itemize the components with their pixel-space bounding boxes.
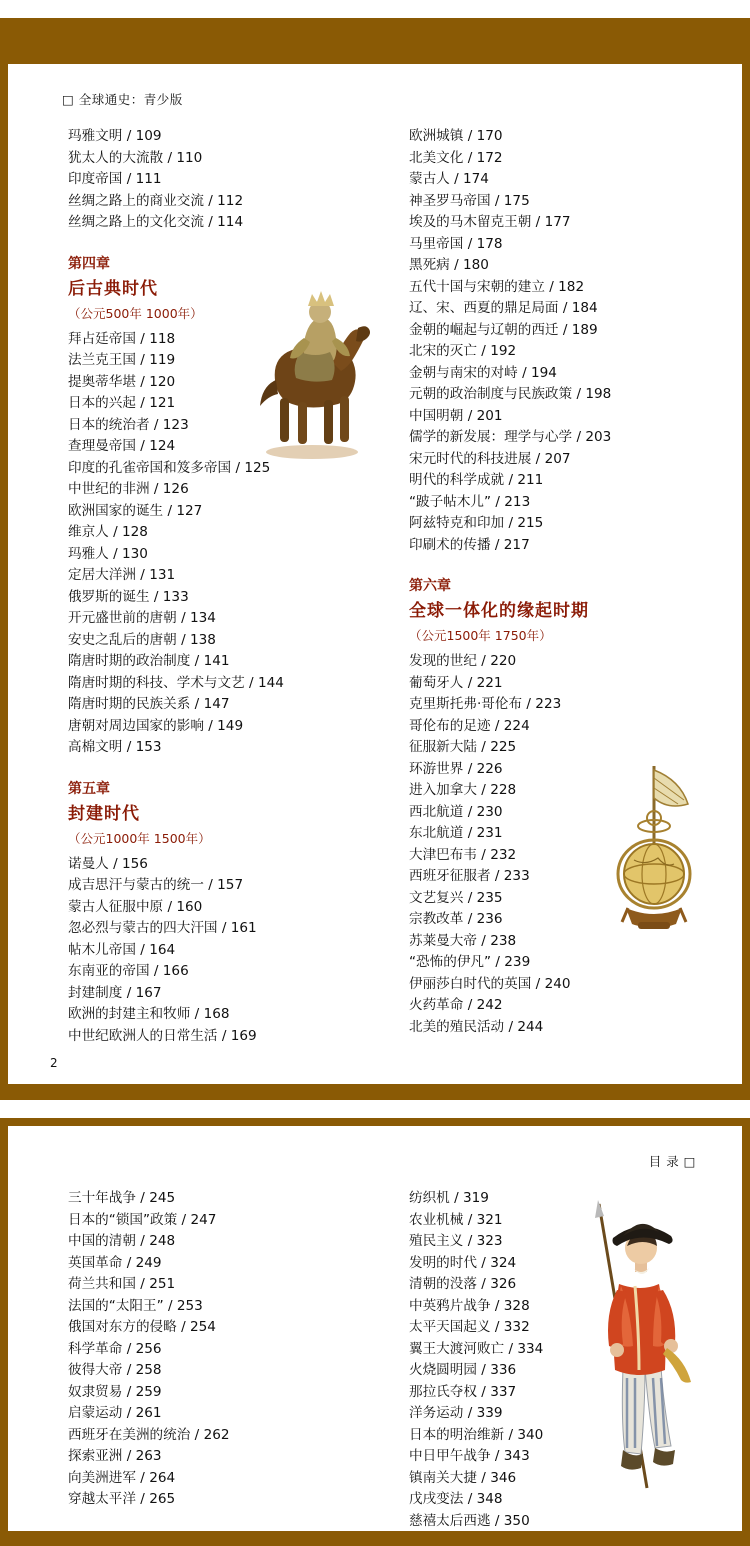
chapter-heading-4	[68, 252, 365, 325]
toc-entry[interactable]: 中国明朝 / 201	[409, 407, 503, 424]
toc-entry[interactable]: 征服新大陆 / 225	[409, 739, 517, 755]
toc-entry[interactable]: 蒙古人 / 174	[409, 171, 489, 187]
toc-entry[interactable]: 向美洲进军 / 264	[68, 1469, 176, 1486]
toc-entry[interactable]: 克里斯托弗·哥伦布 / 223	[409, 696, 562, 712]
toc-entry[interactable]: 唐朝对周边国家的影响 / 149	[68, 717, 244, 734]
toc-entry[interactable]: 葡萄牙人 / 221	[409, 674, 503, 691]
chapter-heading-5	[68, 777, 365, 850]
toc-entry[interactable]: 诺曼人 / 156	[68, 855, 148, 872]
toc-entry[interactable]: 那拉氏夺权 / 337	[409, 1383, 517, 1400]
toc-entry[interactable]: 探索亚洲 / 263	[68, 1448, 162, 1464]
toc-entry[interactable]: 哥伦布的足迹 / 224	[409, 717, 530, 734]
toc-entry[interactable]: 启蒙运动 / 261	[68, 1405, 162, 1421]
toc-entry[interactable]: 欧洲城镇 / 170	[409, 128, 503, 144]
toc-entry[interactable]: 发明的时代 / 324	[409, 1254, 517, 1271]
toc-entry[interactable]: 西北航道 / 230	[409, 803, 503, 820]
toc-entry[interactable]: 俄国对东方的侵略 / 254	[68, 1319, 216, 1335]
toc-entry[interactable]: 火药革命 / 242	[409, 997, 503, 1013]
toc-entry[interactable]: 殖民主义 / 323	[409, 1233, 503, 1249]
toc-entry[interactable]: 北美的殖民活动 / 244	[409, 1018, 544, 1035]
toc-entry[interactable]: 文艺复兴 / 235	[409, 889, 503, 906]
chapter-dates: （公元1000年 1500年）	[68, 830, 211, 846]
toc-entry[interactable]: 中英鸦片战争 / 328	[409, 1297, 530, 1314]
toc-entry[interactable]: 欧洲国家的诞生 / 127	[68, 502, 203, 519]
toc-entry[interactable]: 印度的孔雀帝国和笈多帝国 / 125	[68, 459, 271, 476]
toc-entry[interactable]: 镇南关大捷 / 346	[409, 1469, 517, 1486]
chapter-heading-6	[409, 574, 706, 647]
toc-entry[interactable]: 荷兰共和国 / 251	[68, 1276, 176, 1292]
toc-entry[interactable]: 丝绸之路上的商业交流 / 112	[68, 192, 244, 209]
toc-entry[interactable]: 宗教改革 / 236	[409, 911, 503, 927]
toc-entry[interactable]: 提奥蒂华堪 / 120	[68, 373, 176, 390]
toc-entry[interactable]: 维京人 / 128	[68, 524, 148, 540]
running-head-right: 目 录 □	[648, 1154, 696, 1169]
toc-entry[interactable]: 穿越太平洋 / 265	[68, 1491, 176, 1507]
toc-entry[interactable]: 戊戌变法 / 348	[409, 1491, 503, 1507]
chapter-title: 封建时代	[68, 803, 140, 824]
toc-entry[interactable]: 奴隶贸易 / 259	[68, 1383, 162, 1400]
toc-entry[interactable]: 火烧圆明园 / 336	[409, 1362, 517, 1378]
toc-entry[interactable]: 五代十国与宋朝的建立 / 182	[409, 278, 585, 295]
toc-entry[interactable]: 伊丽莎白时代的英国 / 240	[409, 975, 571, 992]
toc-entry[interactable]: 阿兹特克和印加 / 215	[409, 515, 544, 531]
toc-entry[interactable]: 拜占廷帝国 / 118	[68, 330, 176, 347]
chapter-number: 第六章	[409, 578, 451, 594]
chapter-title: 全球一体化的缘起时期	[409, 601, 589, 621]
toc-entry[interactable]: 定居大洋洲 / 131	[68, 567, 176, 583]
toc-entry[interactable]: 蒙古人征服中原 / 160	[68, 898, 203, 915]
toc-entry[interactable]: 开元盛世前的唐朝 / 134	[68, 610, 216, 626]
toc-entry[interactable]: 封建制度 / 167	[68, 984, 162, 1001]
toc-entry[interactable]: 彼得大帝 / 258	[68, 1362, 162, 1378]
toc-entry[interactable]: 安史之乱后的唐朝 / 138	[68, 631, 216, 648]
toc-entry[interactable]: 查理曼帝国 / 124	[68, 438, 176, 454]
toc-entry[interactable]: 神圣罗马帝国 / 175	[409, 192, 530, 209]
toc-entry[interactable]: 洋务运动 / 339	[409, 1405, 503, 1421]
chapter-title: 后古典时代	[68, 278, 158, 299]
toc-entry[interactable]: “跛子帖木儿” / 213	[409, 493, 531, 510]
toc-entry[interactable]: 玛雅人 / 130	[68, 545, 148, 562]
toc-entry[interactable]: 中日甲午战争 / 343	[409, 1448, 530, 1464]
chapter-dates: （公元1500年 1750年）	[409, 628, 552, 643]
toc-entry[interactable]: 翼王大渡河败亡 / 334	[409, 1340, 544, 1357]
toc-entry[interactable]: 北宋的灭亡 / 192	[409, 343, 517, 359]
toc-entry[interactable]: 大津巴布韦 / 232	[409, 846, 517, 863]
toc-entry[interactable]: 东北航道 / 231	[409, 825, 503, 841]
toc-entry[interactable]: 北美文化 / 172	[409, 149, 503, 166]
page-number: 2	[50, 1056, 58, 1070]
toc-entry[interactable]: 慈禧太后西逃 / 350	[409, 1512, 530, 1529]
toc-entry[interactable]: 辽、宋、西夏的鼎足局面 / 184	[409, 300, 598, 316]
toc-entry[interactable]: 帖木儿帝国 / 164	[68, 941, 176, 958]
toc-entry[interactable]: 日本的兴起 / 121	[68, 395, 176, 411]
toc-entry[interactable]: 法兰克王国 / 119	[68, 352, 176, 368]
toc-entry[interactable]: 埃及的马木留克王朝 / 177	[409, 214, 571, 230]
toc-entry[interactable]: 日本的“锁国”政策 / 247	[68, 1211, 217, 1228]
toc-entry[interactable]: 儒学的新发展：理学与心学 / 203	[409, 429, 612, 445]
toc-entry[interactable]: 印刷术的传播 / 217	[409, 536, 530, 553]
book-page-2	[0, 1100, 750, 1546]
two-column-layout-page2	[48, 1188, 706, 1532]
toc-entry[interactable]: 金朝与南宋的对峙 / 194	[409, 364, 557, 381]
toc-entry[interactable]: 欧洲的封建主和牧师 / 168	[68, 1006, 230, 1022]
toc-entry[interactable]: 高棉文明 / 153	[68, 739, 162, 755]
toc-entry[interactable]: 成吉思汗与蒙古的统一 / 157	[68, 877, 244, 893]
left-column-page2	[48, 1188, 365, 1532]
toc-entry[interactable]: 太平天国起义 / 332	[409, 1319, 530, 1335]
toc-entry[interactable]: 丝绸之路上的文化交流 / 114	[68, 214, 244, 230]
toc-entry[interactable]: 黑死病 / 180	[409, 257, 489, 273]
toc-entry[interactable]: 宋元时代的科技进展 / 207	[409, 450, 571, 467]
page-1-sheet	[8, 64, 742, 1084]
toc-entry[interactable]: 隋唐时期的科技、学术与文艺 / 144	[68, 674, 284, 691]
toc-entry[interactable]: 三十年战争 / 245	[68, 1190, 176, 1206]
toc-entry[interactable]: 忽必烈与蒙古的四大汗国 / 161	[68, 920, 257, 936]
toc-entry[interactable]: 印度帝国 / 111	[68, 171, 162, 187]
toc-entry[interactable]: 玛雅文明 / 109	[68, 128, 162, 144]
toc-entry[interactable]: 明代的科学成就 / 211	[409, 472, 544, 488]
toc-entry[interactable]: 进入加拿大 / 228	[409, 782, 517, 798]
toc-entry[interactable]: 隋唐时期的民族关系 / 147	[68, 696, 230, 712]
toc-entry[interactable]: 中国的清朝 / 248	[68, 1233, 176, 1249]
running-head-left: □ 全球通史：青少版	[62, 92, 183, 107]
toc-entry[interactable]: 发现的世纪 / 220	[409, 653, 517, 669]
toc-entry[interactable]: 农业机械 / 321	[409, 1211, 503, 1228]
page-2-sheet	[8, 1126, 742, 1531]
right-column-page2	[389, 1188, 706, 1532]
chapter-dates: （公元500年 1000年）	[68, 305, 203, 321]
toc-entry[interactable]: 环游世界 / 226	[409, 760, 503, 777]
toc-entry[interactable]: “恐怖的伊凡” / 239	[409, 954, 531, 970]
toc-entry[interactable]: 中世纪欧洲人的日常生活 / 169	[68, 1027, 257, 1044]
toc-entry[interactable]: 犹太人的大流散 / 110	[68, 149, 203, 166]
toc-entry[interactable]: 日本的统治者 / 123	[68, 416, 189, 433]
chapter-number: 第四章	[68, 255, 110, 272]
toc-entry[interactable]: 俄罗斯的诞生 / 133	[68, 588, 189, 605]
toc-entry[interactable]: 马里帝国 / 178	[409, 235, 503, 252]
toc-entry[interactable]: 元朝的政治制度与民族政策 / 198	[409, 386, 612, 402]
toc-entry[interactable]: 西班牙征服者 / 233	[409, 868, 530, 884]
toc-entry[interactable]: 英国革命 / 249	[68, 1254, 162, 1271]
toc-entry[interactable]: 隋唐时期的政治制度 / 141	[68, 653, 230, 669]
toc-entry[interactable]: 金朝的崛起与辽朝的西迁 / 189	[409, 321, 598, 338]
two-column-layout	[48, 126, 706, 1047]
toc-entry[interactable]: 中世纪的非洲 / 126	[68, 481, 189, 497]
toc-entry[interactable]: 日本的明治维新 / 340	[409, 1426, 544, 1443]
toc-entry[interactable]: 纺织机 / 319	[409, 1190, 489, 1206]
toc-entry[interactable]: 法国的“太阳王” / 253	[68, 1297, 203, 1314]
right-column	[389, 126, 706, 1047]
toc-entry[interactable]: 苏莱曼大帝 / 238	[409, 932, 517, 949]
toc-entry[interactable]: 东南亚的帝国 / 166	[68, 963, 189, 979]
toc-entry[interactable]: 清朝的没落 / 326	[409, 1276, 517, 1292]
toc-entry[interactable]: 西班牙在美洲的统治 / 262	[68, 1426, 230, 1443]
left-column	[48, 126, 365, 1047]
toc-entry[interactable]: 科学革命 / 256	[68, 1340, 162, 1357]
chapter-number: 第五章	[68, 780, 110, 797]
